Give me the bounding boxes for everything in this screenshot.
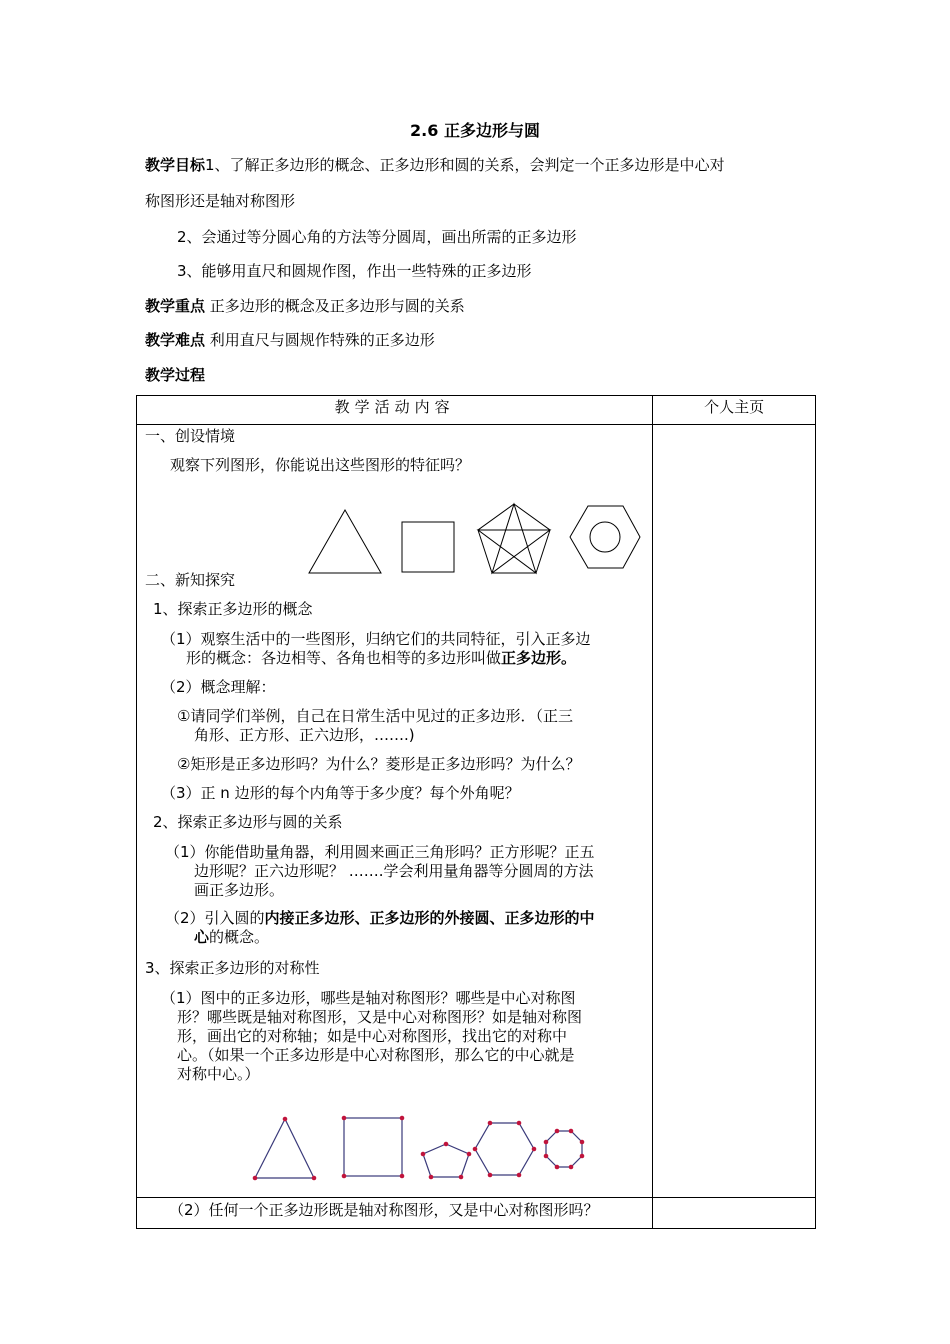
relation-a-line-1: （1）你能借助量角器，利用圆来画正三角形吗？正方形呢？正五 bbox=[165, 843, 595, 861]
pentagram-shape bbox=[478, 504, 550, 573]
objectives-line-1 bbox=[145, 155, 725, 175]
symmetry-a-line-3: 形，画出它的对称轴；如是中心对称图形，找出它的对称中 bbox=[177, 1027, 568, 1045]
vertex-dot bbox=[342, 1116, 347, 1121]
relation-heading: 2、探索正多边形与圆的关系 bbox=[153, 813, 343, 831]
relation-b-term-end: 心 bbox=[194, 928, 210, 946]
symmetry-a-line-1: （1）图中的正多边形，哪些是轴对称图形？哪些是中心对称图 bbox=[161, 989, 576, 1007]
concept-b1-line-2: 角形、正方形、正六边形，…….) bbox=[194, 726, 415, 744]
relation-b-suffix: 的概念。 bbox=[209, 928, 270, 946]
symmetry-a-line-4: 心。（如果一个正多边形是中心对称图形，那么它的中心就是 bbox=[177, 1046, 575, 1064]
relation-b-line-2 bbox=[194, 928, 269, 947]
concept-b1-line-1: ①请同学们举例，自己在日常生活中见过的正多边形．（正三 bbox=[177, 707, 573, 725]
poly-pentagon bbox=[421, 1142, 472, 1180]
vertex-dot bbox=[400, 1116, 405, 1121]
difficulty-text: 利用直尺与圆规作特殊的正多边形 bbox=[209, 331, 435, 349]
vertex-dot bbox=[544, 1154, 549, 1159]
relation-b-terms: 内接正多边形、正多边形的外接圆、正多边形的中 bbox=[264, 909, 595, 927]
lesson-table bbox=[136, 395, 816, 1229]
vertex-dot bbox=[444, 1142, 449, 1147]
square-shape bbox=[402, 522, 454, 572]
concept-a-definition: 形的概念：各边相等、各角也相等的多边形叫做 bbox=[186, 649, 502, 667]
vertex-dot bbox=[488, 1121, 493, 1126]
objective-1-part-2: 称图形还是轴对称图形 bbox=[145, 192, 296, 210]
concept-a-line-2 bbox=[186, 649, 576, 668]
vertex-dot bbox=[555, 1165, 560, 1170]
concept-b: （2）概念理解： bbox=[161, 678, 276, 696]
vertex-dot bbox=[283, 1117, 288, 1122]
vertex-dot bbox=[517, 1173, 522, 1178]
content-cell bbox=[137, 425, 653, 1198]
concept-a-line-1: （1）观察生活中的一些图形，归纳它们的共同特征，引入正多边 bbox=[161, 630, 591, 648]
difficulty bbox=[145, 330, 435, 350]
vertex-dot bbox=[473, 1147, 478, 1152]
relation-a-line-2: 边形呢？正六边形呢？ …….学会利用量角器等分圆周的方法 bbox=[194, 862, 594, 880]
relation-a-line-3: 画正多边形。 bbox=[194, 881, 285, 899]
objectives-label: 教学目标 bbox=[145, 156, 206, 174]
hexagon-ring-shape bbox=[570, 506, 640, 568]
relation-b-line-1 bbox=[165, 909, 595, 928]
last-notes-cell bbox=[653, 1198, 816, 1229]
symmetry-question-2: （2）任何一个正多边形既是轴对称图形，又是中心对称图形吗？ bbox=[169, 1201, 599, 1219]
objective-3: 3、能够用直尺和圆规作图，作出一些特殊的正多边形 bbox=[177, 262, 532, 280]
vertex-dot bbox=[253, 1176, 258, 1181]
concept-heading: 1、探索正多边形的概念 bbox=[153, 600, 313, 618]
vertex-dot bbox=[569, 1165, 574, 1170]
col-header-content: 教学活动内容 bbox=[137, 396, 653, 425]
table-body-row bbox=[137, 425, 816, 1198]
vertex-dot bbox=[459, 1175, 464, 1180]
last-content-cell bbox=[137, 1198, 653, 1229]
vertex-dot bbox=[544, 1140, 549, 1145]
section-1-heading: 一、创设情境 bbox=[145, 427, 236, 445]
table-header-row bbox=[137, 396, 816, 425]
objective-1-part-1: 1、了解正多边形的概念、正多边形和圆的关系，会判定一个正多边形是中心对 bbox=[205, 156, 725, 174]
poly-octagon bbox=[544, 1129, 585, 1170]
triangle-shape bbox=[309, 510, 381, 573]
poly-triangle bbox=[253, 1117, 317, 1181]
vertex-dot bbox=[429, 1175, 434, 1180]
col-header-notes: 个人主页 bbox=[653, 396, 816, 425]
vertex-dot bbox=[580, 1140, 585, 1145]
vertex-dot bbox=[569, 1129, 574, 1134]
key-point-label: 教学重点 bbox=[145, 297, 206, 315]
table-last-row bbox=[137, 1198, 816, 1229]
page-title: 2.6 正多边形与圆 bbox=[410, 121, 540, 140]
symmetry-heading: 3、探索正多边形的对称性 bbox=[145, 959, 320, 977]
notes-cell bbox=[653, 425, 816, 1198]
concept-c: （3）正 n 边形的每个内角等于多少度？每个外角呢？ bbox=[161, 784, 520, 802]
vertex-dot bbox=[342, 1174, 347, 1179]
concept-a-term: 正多边形。 bbox=[501, 649, 577, 667]
key-point bbox=[145, 296, 465, 316]
poly-square bbox=[342, 1116, 405, 1179]
vertex-dot bbox=[555, 1129, 560, 1134]
vertex-dot bbox=[517, 1121, 522, 1126]
regular-polygons-figure bbox=[137, 1111, 653, 1181]
symmetry-a-line-2: 形？哪些既是轴对称图形，又是中心对称图形？如是轴对称图 bbox=[177, 1008, 583, 1026]
vertex-dot bbox=[421, 1152, 426, 1157]
objective-2: 2、会通过等分圆心角的方法等分圆周，画出所需的正多边形 bbox=[177, 228, 577, 246]
vertex-dot bbox=[312, 1176, 317, 1181]
key-point-text: 正多边形的概念及正多边形与圆的关系 bbox=[209, 297, 465, 315]
concept-b2: ②矩形是正多边形吗？为什么？菱形是正多边形吗？为什么？ bbox=[177, 755, 581, 773]
vertex-dot bbox=[580, 1154, 585, 1159]
process-label: 教学过程 bbox=[145, 366, 206, 384]
vertex-dot bbox=[400, 1174, 405, 1179]
difficulty-label: 教学难点 bbox=[145, 331, 206, 349]
symmetry-a-line-5: 对称中心。） bbox=[177, 1065, 260, 1083]
relation-b-intro: （2）引入圆的 bbox=[165, 909, 265, 927]
vertex-dot bbox=[488, 1173, 493, 1178]
observe-text: 观察下列图形，你能说出这些图形的特征吗？ bbox=[170, 456, 471, 474]
vertex-dot bbox=[532, 1147, 537, 1152]
poly-hexagon bbox=[473, 1121, 537, 1178]
section-2-heading: 二、新知探究 bbox=[145, 571, 236, 589]
vertex-dot bbox=[467, 1152, 472, 1157]
